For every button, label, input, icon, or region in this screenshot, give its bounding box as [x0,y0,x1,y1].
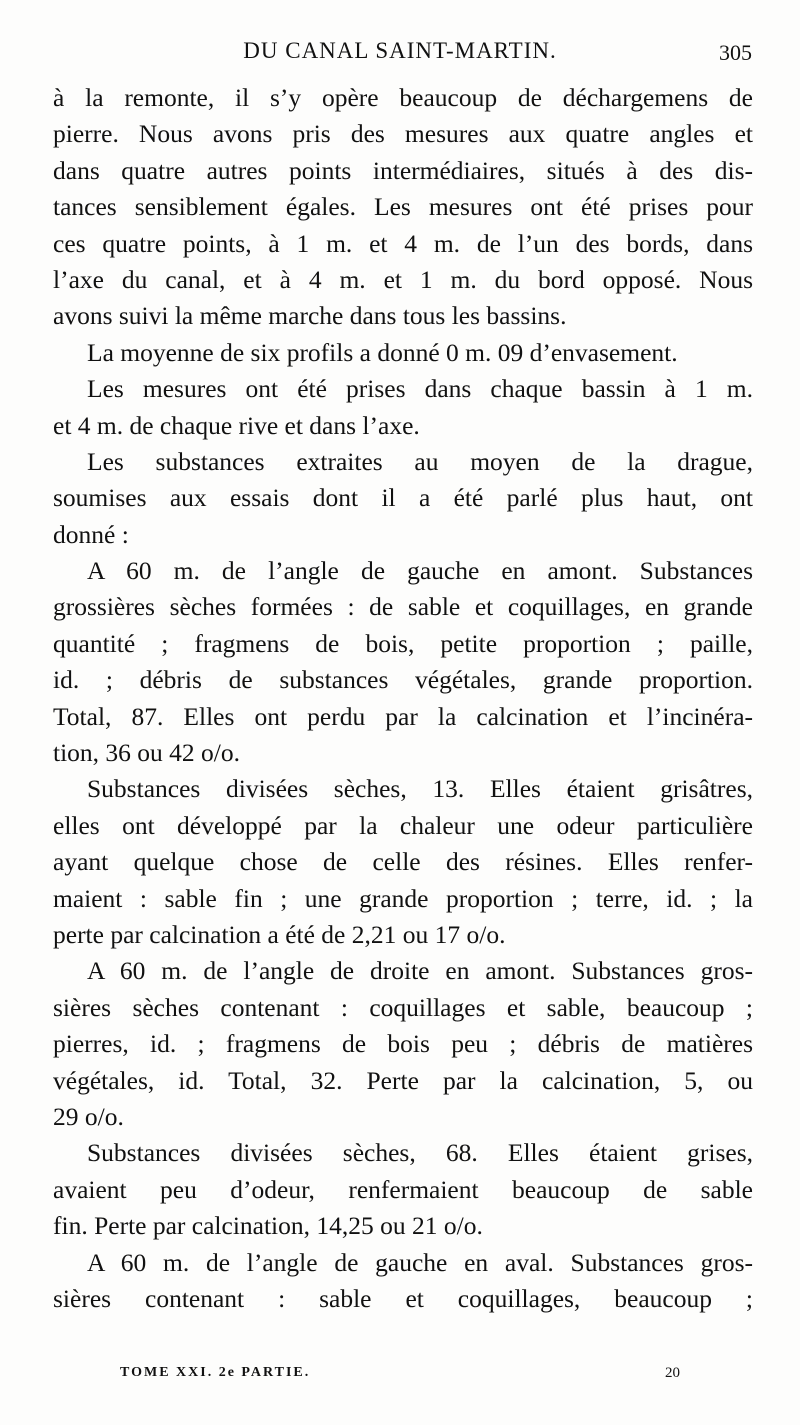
signature-mark: TOME XXI. 2e PARTIE. [120,1365,311,1380]
text-line: elles ont développé par la chaleur une odeur particulière [53,810,753,840]
page-number: 305 [719,40,752,65]
text-line: ces quatre points, à 1 m. et 4 m. de l’un des bords, dans [53,228,753,258]
text-line: quantité ; fragmens de bois, petite proportion ; paille, [53,628,753,658]
text-line: avaient peu d’odeur, renfermaient beaucoup de sable [53,1174,753,1204]
text-line: à la remonte, il s’y opère beaucoup de déchargemens de [53,83,753,112]
text-line: A 60 m. de l’angle de droite en amont. Substances gros- [87,956,753,986]
text-line: Substances divisées sèches, 13. Elles étaient grisâtres, [87,774,753,804]
running-title: DU CANAL SAINT-MARTIN. [243,38,557,63]
text-line: sières contenant : sable et coquillages, beaucoup ; [53,1283,753,1313]
text-line: A 60 m. de l’angle de gauche en amont. Substances [87,556,753,586]
text-line: 29 o/o. [53,1101,124,1131]
text-line: perte par calcination a été de 2,21 ou 17 o/o. [53,919,506,949]
text-line: tion, 36 ou 42 o/o. [53,738,241,768]
text-line: soumises aux essais dont il a été parlé plus haut, ont [53,483,753,513]
running-head [0,38,800,72]
text-line: tances sensiblement égales. Les mesures ont été prises pour [53,192,753,222]
text-line: et 4 m. de chaque rive et dans l’axe. [53,410,420,440]
page-footer [0,1365,800,1395]
text-line: dans quatre autres points intermédiaires, situés à des dis- [53,155,753,185]
text-line: fin. Perte par calcination, 14,25 ou 21 o/o. [53,1211,483,1241]
text-line: Substances divisées sèches, 68. Elles étaient grises, [87,1138,753,1168]
text-line: l’axe du canal, et à 4 m. et 1 m. du bord opposé. Nous [53,264,753,294]
text-line: végétales, id. Total, 32. Perte par la calcination, 5, ou [53,1065,753,1095]
text-line: Les mesures ont été prises dans chaque bassin à 1 m. [87,374,753,404]
text-line: ayant quelque chose de celle des résines. Elles renfer- [53,847,753,877]
text-line: maient : sable fin ; une grande proportion ; terre, id. ; la [53,883,753,913]
text-line: avons suivi la même marche dans tous les bassins. [53,301,567,331]
text-line: pierre. Nous avons pris des mesures aux quatre angles et [53,119,753,149]
text-line: Les substances extraites au moyen de la drague, [87,446,753,476]
text-line: id. ; débris de substances végétales, grande proportion. [53,665,753,695]
text-line: A 60 m. de l’angle de gauche en aval. Substances gros- [87,1247,753,1277]
text-line: Total, 87. Elles ont perdu par la calcination et l’incinéra- [53,701,753,731]
text-line: pierres, id. ; fragmens de bois peu ; débris de matières [53,1029,753,1059]
body-text [53,80,753,1317]
text-line: donné : [53,519,129,549]
signature-number: 20 [665,1365,680,1381]
text-line: La moyenne de six profils a donné 0 m. 09 d’envasement. [87,337,678,367]
text-line: grossières sèches formées : de sable et coquillages, en grande [53,592,753,622]
text-line: sières sèches contenant : coquillages et sable, beaucoup ; [53,992,753,1022]
